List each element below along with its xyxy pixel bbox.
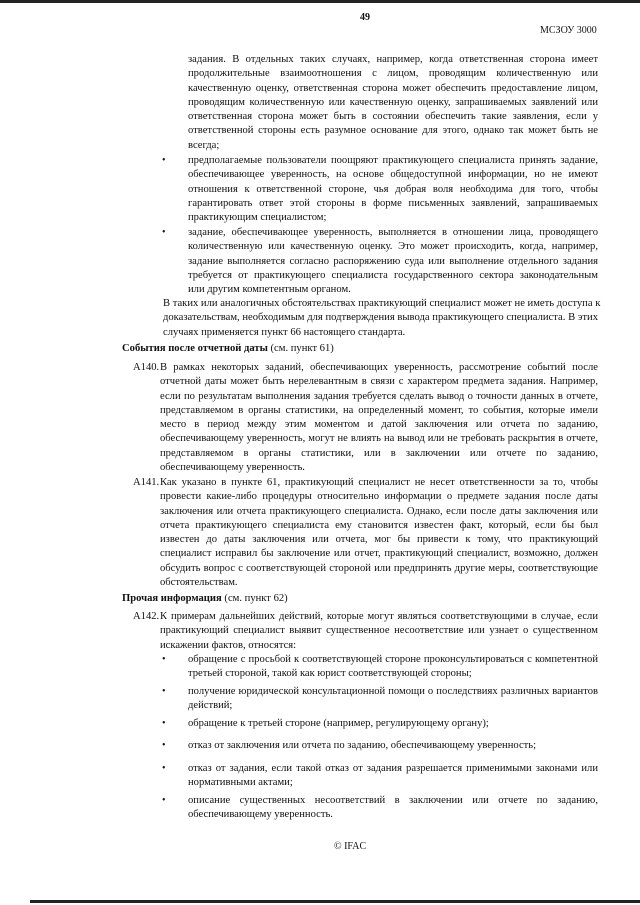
text-line: известен до даты заключения или отчета, мог бы привести к тому, что практикующий: [160, 534, 598, 546]
bullet-item: [188, 154, 598, 225]
text-line: К примерам дальнейших действий, которые могут являться соответствующими в случае, если: [160, 611, 598, 622]
text-line: обеспечивающему уверенность.: [160, 462, 305, 474]
bullet-icon: •: [162, 795, 166, 806]
text-line: обсудить вопрос с соответствующей стороной или предпринять другие меры, соответствующие: [160, 562, 598, 574]
text-line: действий;: [188, 700, 233, 712]
text-line: обеспечивающему уверенность.: [188, 809, 333, 821]
bullet-icon: •: [162, 155, 166, 166]
text-line: отказ от заключения или отчета по заданию, обеспечивающему уверенность;: [188, 740, 537, 751]
bullet-item: [188, 717, 598, 731]
heading-reference: (см. пункт 61): [267, 343, 334, 354]
text-line: ответственной стороны есть разумное основание для этого, однако так может быть не: [188, 125, 598, 137]
bullet-item: [188, 226, 598, 297]
footer-copyright: © IFAC: [334, 841, 367, 852]
text-line: количественную или качественную оценку. Это может происходить, когда, например,: [188, 241, 598, 253]
heading-reference: (см. пункт 62): [221, 593, 288, 604]
document-code: МСЗОУ 3000: [540, 25, 597, 36]
text-line: отчета практикующего специалиста ему становится известен факт, который, если бы был: [160, 519, 598, 531]
text-line: обстоятельствам.: [160, 577, 238, 589]
text-line: отношения к ответственной стороне, чья добрая воля необходима для того, чтобы: [188, 183, 598, 195]
bullet-item: [188, 653, 598, 682]
text-line: представляемом в органы статистики, или в заключении или отчете по заданию,: [160, 447, 598, 459]
text-line: Как указано в пункте 61, практикующий специалист не несет ответственности за то, чтобы: [160, 477, 598, 488]
text-line: качественную оценку, ответственная сторона может обеспечить предоставление лицом,: [188, 82, 598, 94]
scan-edge-bottom: [30, 900, 640, 903]
text-line: доказательствам, необходимым для подтверждения вывода практикующего специалиста. В этих: [163, 312, 598, 324]
heading-title: Прочая информация: [122, 593, 222, 604]
paragraph-number: A141.: [133, 477, 160, 488]
heading-title: События после отчетной даты: [122, 343, 268, 354]
text-line: провести какие-либо процедуры относительно информации о предмете задания после даты: [160, 491, 598, 503]
text-line: третьей стороной, такой как юрист соответствующей стороны;: [188, 668, 472, 680]
text-line: В таких или аналогичных обстоятельствах практикующий специалист может не иметь доступа к: [163, 298, 601, 309]
text-line: требуется от практикующего специалиста государственного сектора законодательным: [188, 269, 598, 281]
text-line: практикующим специалистом;: [188, 212, 327, 224]
text-line: продолжительные взаимоотношения с лицом, проводящим количественную или: [188, 68, 598, 80]
text-line: В рамках некоторых заданий, обеспечивающих уверенность, рассмотрение событий после: [160, 362, 598, 373]
text-line: ответственная сторона может быть в состоянии обеспечить такие заявления, если у: [188, 111, 598, 123]
text-line: заключения или отчета практикующего специалиста. Однако, если после даты заключения или: [160, 505, 598, 517]
text-line: задания. В отдельных таких случаях, например, когда ответственная сторона имеет: [188, 54, 598, 65]
text-line: задание, обеспечивающее уверенность, выполняется в отношении лица, проводящего: [188, 227, 598, 238]
paragraph: [188, 53, 598, 153]
bullet-icon: •: [162, 654, 166, 665]
text-line: гарантировать ответ этой стороны в форме письменных заявлений, запрашиваемых: [188, 197, 598, 209]
text-line: отказ от задания, если такой отказ от задания разрешается применимыми законами или: [188, 763, 598, 774]
numbered-paragraph: [160, 476, 598, 590]
text-line: задание выполняется согласно распоряжению суда или выполнение отдельного задания: [188, 255, 598, 267]
text-line: обеспечивающему уверенность, могут не влиять на вывод или не требовать раскрытия в отчете,: [160, 433, 598, 445]
text-line: описание существенных несоответствий в заключении или отчете по заданию,: [188, 795, 598, 806]
text-line: искажении фактов, относятся:: [160, 639, 297, 651]
bullet-item: [188, 762, 598, 791]
paragraph-number: A142.: [133, 611, 160, 622]
bullet-icon: •: [162, 763, 166, 774]
text-line: случаях применяется пункт 66 настоящего стандарта.: [163, 326, 406, 338]
text-line: если по результатам выполнения задания требуется сделать вывод о точности данных в отчете,: [160, 390, 598, 402]
text-line: предполагаемые пользователи поощряют практикующего специалиста принять задание,: [188, 155, 598, 166]
bullet-icon: •: [162, 686, 166, 697]
bullet-icon: •: [162, 227, 166, 238]
bullet-icon: •: [162, 740, 166, 751]
bullet-item: [188, 685, 598, 714]
text-line: обеспечивающее уверенность, на основе общедоступной информации, но не имеют: [188, 169, 598, 181]
numbered-paragraph: [160, 361, 598, 475]
text-line: специалист исправил бы заключение или отчет, практикующий специалист, возможно, должен: [160, 548, 598, 560]
text-line: получение юридической консультационной помощи о последствиях различных вариантов: [188, 686, 598, 697]
text-line: практикующий специалист выявит существенное несоответствие или узнает о существенном: [160, 625, 598, 637]
bullet-icon: •: [162, 718, 166, 729]
text-line: или другим компетентным органом.: [188, 284, 351, 296]
paragraph: [163, 297, 601, 340]
text-line: обращение к третьей стороне (например, регулирующему органу);: [188, 718, 489, 729]
paragraph-number: A140.: [133, 362, 160, 373]
bullet-item: [188, 739, 598, 753]
text-line: всегда;: [188, 139, 220, 151]
text-line: нормативными актами;: [188, 777, 293, 789]
bullet-item: [188, 794, 598, 823]
page-number: 49: [360, 12, 370, 23]
text-line: проводящим количественную или качественную оценку, запрашиваемых заявлений или: [188, 96, 598, 108]
section-heading-other-information: [122, 593, 288, 604]
section-heading-subsequent-events: [122, 343, 334, 354]
text-line: обращение с просьбой к соответствующей стороне проконсультироваться с компетентной: [188, 654, 598, 665]
scan-edge-top: [0, 0, 640, 3]
numbered-paragraph: [160, 610, 598, 653]
text-line: представляемом в органы статистики, на определенный момент, то события, которые имели: [160, 404, 598, 416]
text-line: место в период между этим моментом и датой заключения или отчета по заданию,: [160, 419, 598, 431]
text-line: отчетной даты может быть нерелевантным в связи с характером предмета задания. Например,: [160, 376, 598, 388]
